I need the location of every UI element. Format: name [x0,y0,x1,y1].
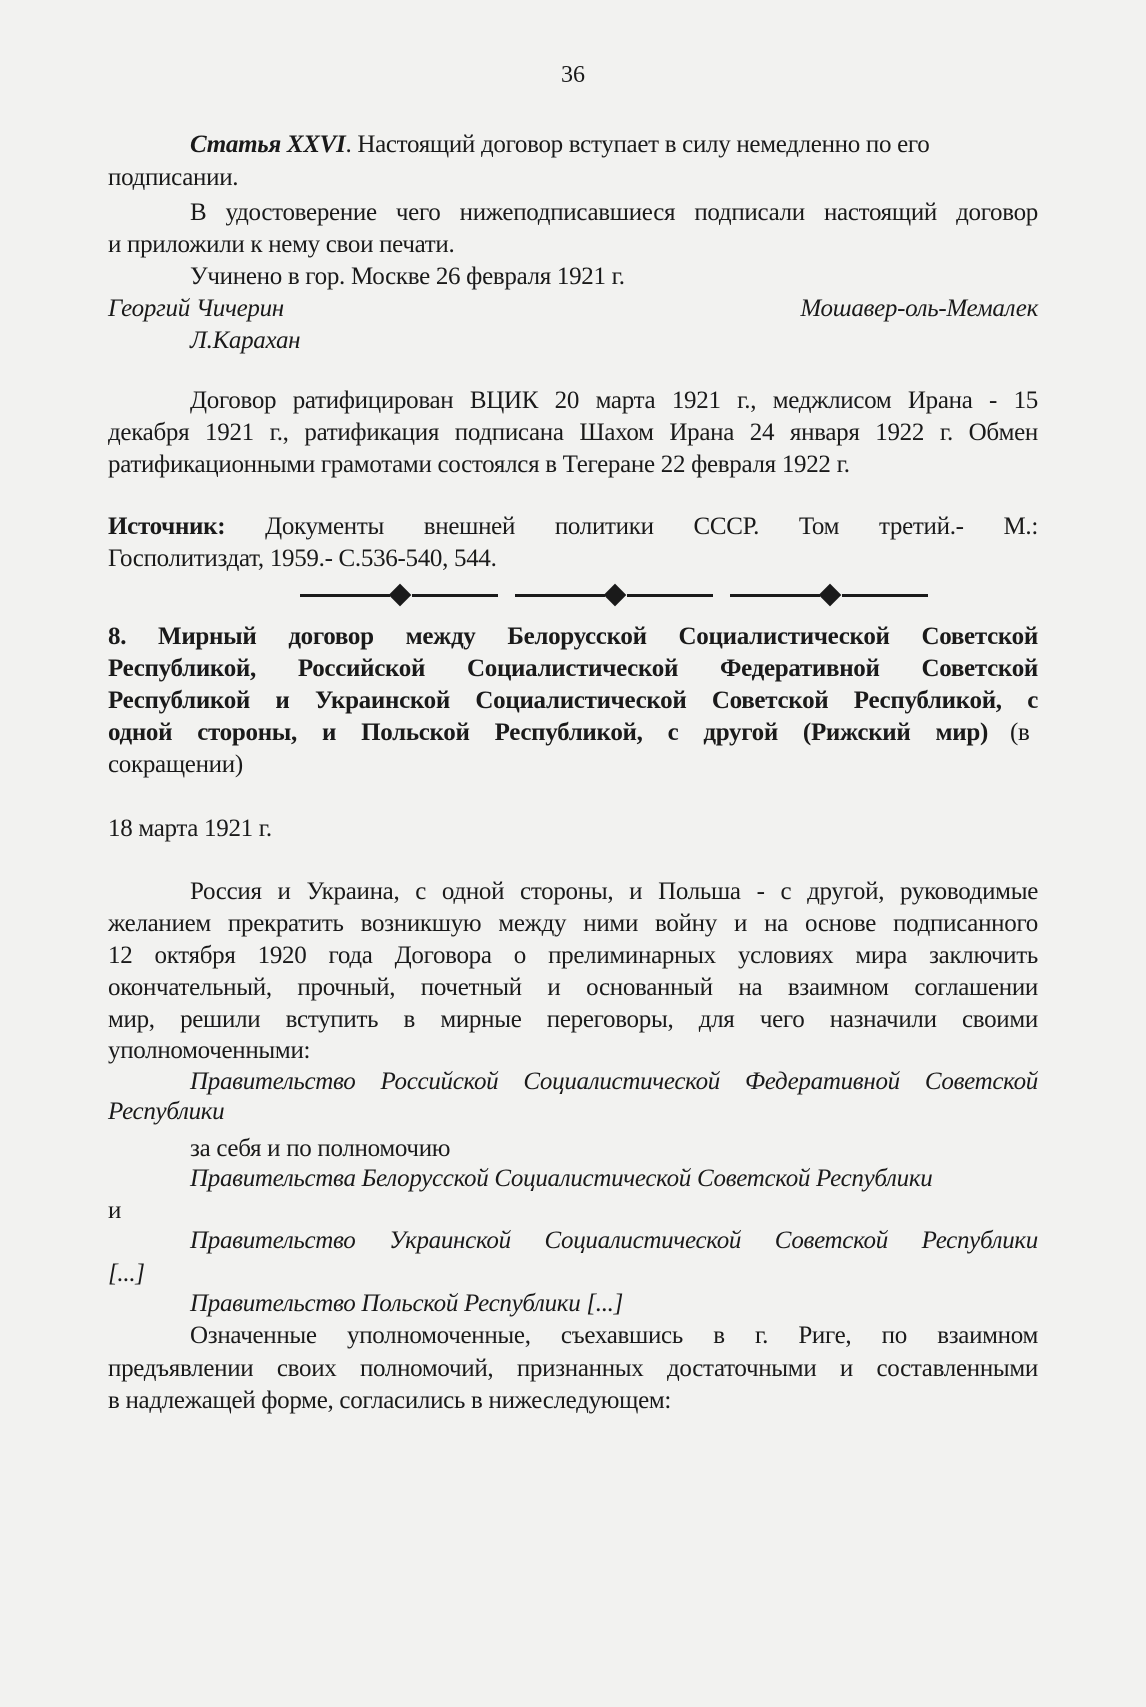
party-poland: Правительство Польской Республики [...] [190,1290,624,1317]
heading-line-2: Республикой, Российской Социалистической Федеративной Советской [108,655,1038,682]
heading-line-4: одной стороны, и Польской Республикой, с другой (Рижский мир) [108,719,988,746]
heading-line-4-end: (в [1010,719,1030,746]
article-text: . Настоящий договор вступает в силу немедленно по его [345,131,930,158]
section-divider [300,583,860,607]
done-at: Учинено в гор. Москве 26 февраля 1921 г. [190,263,625,290]
closing-line-2: предъявлении своих полномочий, признанных достаточными и составленными [108,1355,1038,1382]
preamble-line-3: 12 октября 1920 года Договора о прелиминарных условиях мира заключить [108,942,1038,969]
party-ussr-line-2: [...] [108,1260,145,1287]
closing-line-3: в надлежащей форме, согласились в нижеследующем: [108,1387,672,1414]
party-rsfsr-line-1: Правительство Российской Социалистической Федеративной Советской [190,1068,1038,1095]
preamble-line-6: уполномоченными: [108,1037,311,1064]
heading-line-1: 8. Мирный договор между Белорусской Социалистической Советской [108,623,1038,650]
seal-line-1: В удостоверение чего нижеподписавшиеся подписали настоящий договор [190,199,1038,226]
article-26-line-1 [190,130,1038,160]
preamble-line-5: мир, решили вступить в мирные переговоры, для чего назначили своими [108,1006,1038,1033]
source-text: Документы внешней политики СССР. Том третий.- М.: [225,513,1038,540]
closing-line-1: Означенные уполномоченные, съехавшись в г. Риге, по взаимном [190,1322,1038,1349]
ratification-line-2: декабря 1921 г., ратификация подписана Шахом Ирана 24 января 1922 г. Обмен [108,419,1038,446]
treaty-date: 18 марта 1921 г. [108,815,272,842]
heading-line-3: Республикой и Украинской Социалистической Советской Республикой, с [108,687,1038,714]
ratification-line-3: ратификационными грамотами состоялся в Тегеране 22 февраля 1922 г. [108,451,850,478]
source-line-2: Госполитиздат, 1959.- С.536-540, 544. [108,545,497,572]
source-line-1 [108,512,1038,542]
party-and: и [108,1197,122,1224]
party-bssr: Правительства Белорусской Социалистической Советской Республики [190,1165,933,1192]
seal-line-2: и приложили к нему свои печати. [108,231,455,258]
article-26-line-2: подписании. [108,164,239,191]
article-label: Статья XXVI [190,131,346,158]
page-number: 36 [561,62,585,88]
signature-moshaver: Мошавер-оль-Мемалек [800,295,1038,322]
signature-karakhan: Л.Карахан [190,327,301,354]
party-rsfsr-line-2: Республики [108,1098,225,1125]
party-ussr-line-1: Правительство Украинской Социалистической Советской Республики [190,1227,1038,1254]
preamble-line-1: Россия и Украина, с одной стороны, и Польша - с другой, руководимые [190,878,1038,905]
ratification-line-1: Договор ратифицирован ВЦИК 20 марта 1921 г., меджлисом Ирана - 15 [190,387,1038,414]
preamble-line-2: желанием прекратить возникшую между ними войну и на основе подписанного [108,910,1038,937]
source-label: Источник: [108,513,226,540]
party-behalf: за себя и по полномочию [190,1135,451,1162]
heading-line-5: сокращении) [108,751,243,778]
preamble-line-4: окончательный, прочный, почетный и основанный на взаимном соглашении [108,974,1038,1001]
signature-chicherin: Георгий Чичерин [108,295,284,322]
